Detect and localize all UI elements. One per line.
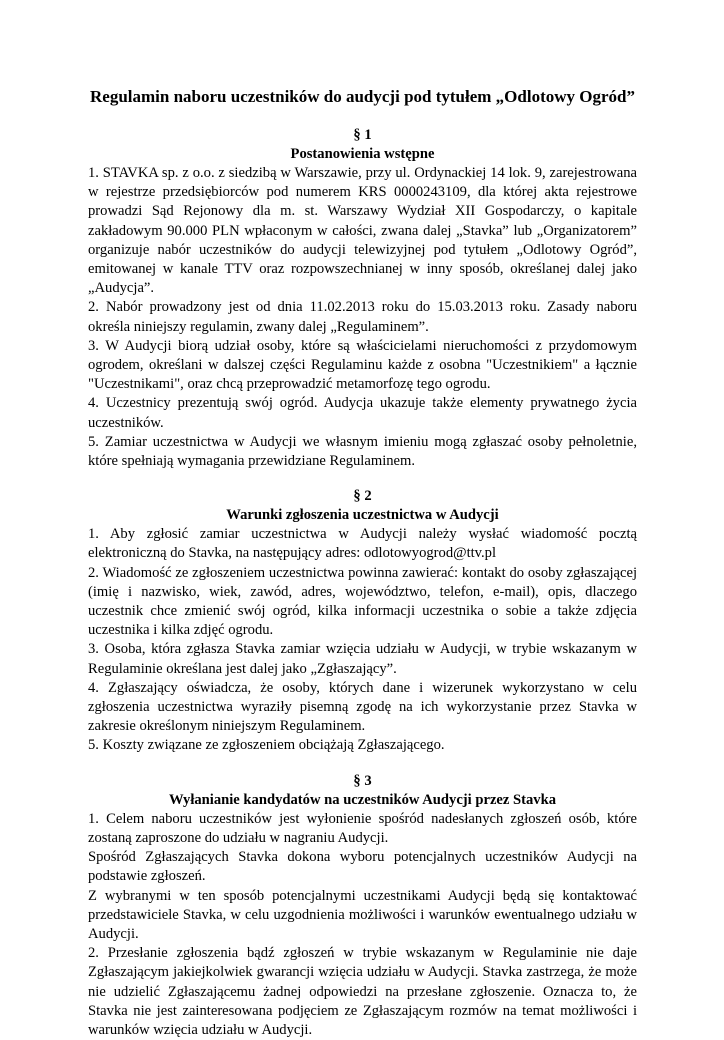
section-heading: Warunki zgłoszenia uczestnictwa w Audycji: [226, 507, 499, 524]
section-number: § 2: [353, 488, 372, 505]
paragraph: 3. W Audycji biorą udział osoby, które są właścicielami nieruchomości z przydomowym ogrodem, określani w dalszej części Regulaminu każde z osobna "Uczestnikiem" a łącznie "Uczestnikami", oraz chcą przeprowadzić metamorfozę tego ogrodu.: [88, 337, 637, 393]
document-page: [88, 86, 637, 1040]
section-heading: Postanowienia wstępne: [290, 146, 435, 162]
paragraph: 2. Nabór prowadzony jest od dnia 11.02.2013 roku do 15.03.2013 roku. Zasady naboru określa niniejszy regulamin, zwany dalej „Regulaminem”.: [88, 299, 637, 335]
paragraph: 5. Koszty związane ze zgłoszeniem obciążają Zgłaszającego.: [88, 737, 445, 754]
section-number: § 3: [353, 772, 372, 789]
paragraph: 1. Celem naboru uczestników jest wyłonienie spośród nadesłanych zgłoszeń osób, które zostaną zaproszone do udziału w nagraniu Audycji.: [88, 810, 637, 846]
paragraph: 2. Przesłanie zgłoszenia bądź zgłoszeń w trybie wskazanym w Regulaminie nie daje Zgłaszającym jakiejkolwiek gwarancji wzięcia udziału w Audycji. Stavka zastrzega, że może nie udzielić Zgłaszającemu żadnej odpowiedzi na przesłane zgłoszenie. Oznacza to, że Stavka nie jest zainteresowana podjęciem ze Zgłaszającym rozmów na temat możliwości i warunków wzięcia udziału w Audycji.: [88, 945, 637, 1038]
section-heading: Wyłanianie kandydatów na uczestników Audycji przez Stavka: [168, 791, 557, 808]
paragraph: Spośród Zgłaszających Stavka dokona wyboru potencjalnych uczestników Audycji na podstawie zgłoszeń.: [88, 849, 637, 885]
section-3: [88, 772, 637, 1040]
document-title: Regulamin naboru uczestników do audycji pod tytułem „Odlotowy Ogród”: [90, 87, 635, 106]
paragraph: 4. Uczestnicy prezentują swój ogród. Audycja ukazuje także elementy prywatnego życia uczestników.: [88, 395, 637, 431]
paragraph: Z wybranymi w ten sposób potencjalnymi uczestnikami Audycji będą się kontaktować przedstawiciele Stavka, w celu uzgodnienia możliwości i warunków ewentualnego udziału w Audycji.: [88, 887, 637, 942]
paragraph: 4. Zgłaszający oświadcza, że osoby, których dane i wizerunek wykorzystano w celu zgłoszenia uczestnictwa wyraziły pisemną zgodę na ich wykorzystanie przez Stavka w zakresie określonym niniejszym Regulaminem.: [88, 679, 637, 735]
paragraph: 1. Aby zgłosić zamiar uczestnictwa w Audycji należy wysłać wiadomość pocztą elektroniczną do Stavka, na następujący adres: odlotowyogrod@ttv.pl: [88, 526, 637, 562]
paragraph: 3. Osoba, która zgłasza Stavka zamiar wzięcia udziału w Audycji, w trybie wskazanym w Regulaminie określana jest dalej jako „Zgłaszający”.: [88, 641, 637, 677]
paragraph: 1. STAVKA sp. z o.o. z siedzibą w Warszawie, przy ul. Ordynackiej 14 lok. 9, zarejestrowana w rejestrze przedsiębiorców pod numerem KRS 0000243109, dla której akta rejestrowe prowadzi Sąd Rejonowy dla m. st. Warszawy Wydział XII Gospodarczy, o kapitale zakładowym 90.000 PLN wpłaconym w całości, zwana dalej „Stavka” lub „Organizatorem” organizuje nabór uczestników do audycji telewizyjnej pod tytułem „Odlotowy Ogród”, emitowanej w kanale TTV oraz rozpowszechnianej w inny sposób, określanej dalej jako „Audycja”.: [88, 165, 637, 297]
section-number: § 1: [353, 127, 372, 143]
section-1: [88, 126, 637, 471]
paragraph: 5. Zamiar uczestnictwa w Audycji we własnym imieniu mogą zgłaszać osoby pełnoletnie, które spełniają wymagania przewidziane Regulaminem.: [88, 433, 637, 470]
section-2: [88, 487, 637, 755]
paragraph: 2. Wiadomość ze zgłoszeniem uczestnictwa powinna zawierać: kontakt do osoby zgłaszającej (imię i nazwisko, wiek, zawód, adres, województwo, telefon, e-mail), opis, dlaczego uczestnik chce zmienić swój ogród, kilka informacji uczestnika o sobie a także zdjęcia uczestnika i kilka zdjęć ogrodu.: [88, 564, 637, 639]
